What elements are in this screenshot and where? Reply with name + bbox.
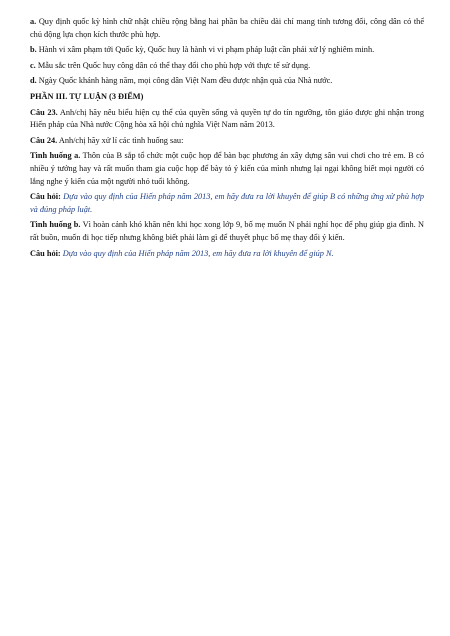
situation-a-question-label: Câu hỏi: bbox=[30, 192, 61, 202]
question-24-text: Anh/chị hãy xử lí các tình huống sau: bbox=[58, 135, 184, 145]
section-heading: PHẦN III. TỰ LUẬN (3 ĐIỂM) bbox=[30, 91, 144, 101]
option-c-text: Mẫu sắc trên Quốc huy công dân có thể thay đổi cho phù hợp với thực tế sử dụng. bbox=[37, 60, 311, 70]
situation-b-question-label: Câu hỏi: bbox=[30, 248, 61, 258]
question-23 bbox=[30, 107, 424, 132]
option-a-text: Quy định quốc kỳ hình chữ nhật chiều rộng bằng hai phần ba chiều dài chỉ mang tính tương đối, công dân có thể chủ động lựa chọn kích thước phù hợp. bbox=[30, 17, 425, 39]
question-23-label: Câu 23. bbox=[30, 107, 58, 117]
situation-a-label: Tình huống a. bbox=[30, 151, 81, 161]
option-a bbox=[30, 16, 424, 41]
option-d-text: Ngày Quốc khánh hàng năm, mọi công dân Việt Nam đều được nhận quà của Nhà nước. bbox=[38, 76, 333, 86]
situation-a-question-text: Dựa vào quy định của Hiến pháp năm 2013, em hãy đưa ra lời khuyên để giúp B có những ứng xử phù hợp và đúng pháp luật. bbox=[30, 192, 424, 214]
option-d bbox=[30, 75, 424, 88]
situation-a-text: Thôn của B sắp tổ chức một cuộc họp để bàn bạc phương án xây dựng sân vui chơi cho trẻ em. B có nhiều ý tưởng hay và rất muốn tham gia cuộc họp để bày tỏ ý kiến của mình nhưng lại ngại không biết mọi người có lắng nghe ý kiến của một người nhỏ tuổi không. bbox=[30, 151, 424, 186]
option-b bbox=[30, 44, 424, 57]
option-b-text: Hành vi xâm phạm tới Quốc kỳ, Quốc huy là hành vi vi phạm pháp luật cần phải xử lý nghiêm minh. bbox=[38, 45, 375, 55]
option-d-label: d. bbox=[30, 76, 37, 86]
option-c-label: c. bbox=[30, 60, 36, 70]
situation-b-question-text: Dựa vào quy định của Hiến pháp năm 2013, em hãy đưa ra lời khuyên để giúp N. bbox=[62, 248, 334, 258]
situation-b-question bbox=[30, 248, 424, 261]
question-24 bbox=[30, 135, 424, 148]
option-a-label: a. bbox=[30, 17, 37, 26]
situation-b-text: Vì hoàn cảnh khó khăn nên khi học xong lớp 9, bố mẹ muốn N phải nghỉ học để phụ giúp gia đình. N rất buồn, muốn đi học tiếp nhưng không biết phải làm gì để thuyết phục bố mẹ thay đổi ý kiến. bbox=[30, 220, 425, 242]
question-24-label: Câu 24. bbox=[30, 135, 58, 145]
situation-b-label: Tình huống b. bbox=[30, 220, 81, 230]
situation-a bbox=[30, 150, 424, 188]
option-c bbox=[30, 60, 424, 73]
situation-a-question bbox=[30, 191, 424, 216]
question-23-text: Anh/chị hãy nêu biểu hiện cụ thể của quyền sống và quyền tự do tín ngưỡng, tôn giáo được ghi nhận trong Hiến pháp của Nhà nước Cộng hòa xã hội chủ nghĩa Việt Nam năm 2013. bbox=[30, 107, 424, 130]
situation-b bbox=[30, 219, 424, 244]
option-b-label: b. bbox=[30, 45, 37, 55]
